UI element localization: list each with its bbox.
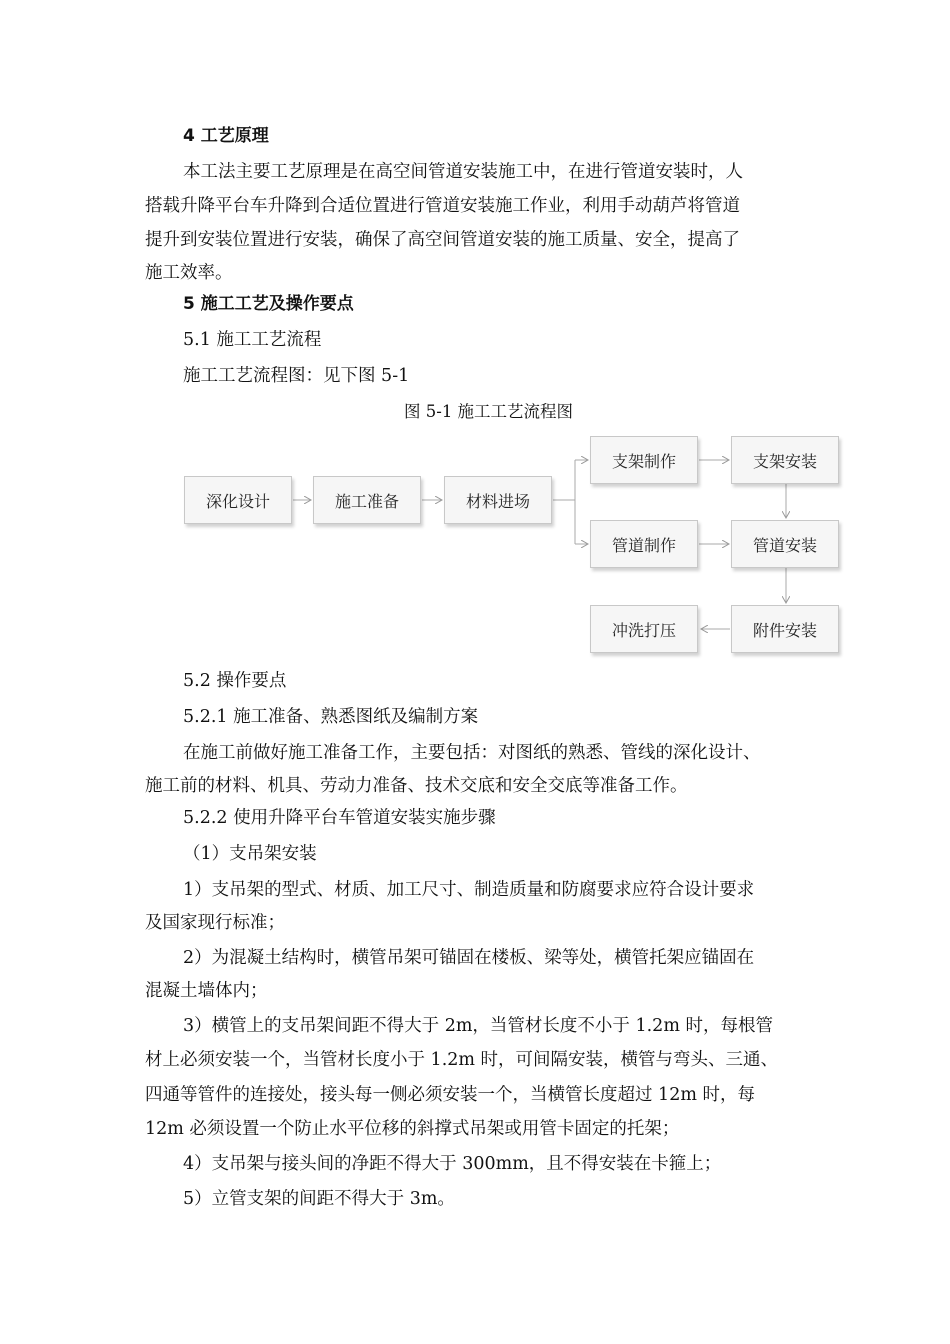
paragraph-line: 3）横管上的支吊架间距不得大于 2m，当管材长度不小于 1.2m 时，每根管 [183,1016,773,1036]
paragraph-line: 及国家现行标准； [145,913,285,933]
paragraph-line: 施工前的材料、机具、劳动力准备、技术交底和安全交底等准备工作。 [145,776,688,796]
subheading-5-1: 5.1 施工工艺流程 [183,330,322,350]
item-title-1: （1）支吊架安装 [183,844,317,864]
paragraph-line: 12m 必须设置一个防止水平位移的斜撑式吊架或用管卡固定的托架； [145,1119,680,1139]
flow-node-fitting-install: 附件安装 [731,605,839,653]
paragraph-line: 四通等管件的连接处，接头每一侧必须安装一个，当横管长度超过 12m 时，每 [145,1085,755,1105]
paragraph-line: 在施工前做好施工准备工作，主要包括：对图纸的熟悉、管线的深化设计、 [183,743,761,763]
paragraph-line: 施工效率。 [145,263,233,283]
section-heading-5: 5 施工工艺及操作要点 [183,294,354,314]
flow-node-materials: 材料进场 [444,476,552,524]
paragraph-line: 1）支吊架的型式、材质、加工尺寸、制造质量和防腐要求应符合设计要求 [183,880,755,900]
subheading-5-2-1: 5.2.1 施工准备、熟悉图纸及编制方案 [183,707,479,727]
paragraph-line: 本工法主要工艺原理是在高空间管道安装施工中，在进行管道安装时，人 [183,162,743,182]
flow-intro: 施工工艺流程图：见下图 5-1 [183,366,410,386]
figure-caption: 图 5-1 施工工艺流程图 [404,402,574,421]
paragraph-line: 5）立管支架的间距不得大于 3m。 [183,1189,455,1209]
flow-node-deep-design: 深化设计 [184,476,292,524]
flow-node-pipe-install: 管道安装 [731,520,839,568]
paragraph-line: 材上必须安装一个，当管材长度小于 1.2m 时，可间隔安装，横管与弯头、三通、 [145,1050,779,1070]
flow-node-preparation: 施工准备 [313,476,421,524]
flow-node-flush-test: 冲洗打压 [590,605,698,653]
flow-node-bracket-install: 支架安装 [731,436,839,484]
section-heading-4: 4 工艺原理 [183,126,269,146]
paragraph-line: 搭载升降平台车升降到合适位置进行管道安装施工作业，利用手动葫芦将管道 [145,196,740,216]
flow-node-bracket-make: 支架制作 [590,436,698,484]
flow-node-pipe-make: 管道制作 [590,520,698,568]
paragraph-line: 4）支吊架与接头间的净距不得大于 300mm，且不得安装在卡箍上； [183,1154,722,1174]
paragraph-line: 混凝土墙体内； [145,981,268,1001]
paragraph-line: 提升到安装位置进行安装，确保了高空间管道安装的施工质量、安全，提高了 [145,230,740,250]
subheading-5-2: 5.2 操作要点 [183,671,287,691]
paragraph-line: 2）为混凝土结构时，横管吊架可锚固在楼板、梁等处，横管托架应锚固在 [183,948,755,968]
subheading-5-2-2: 5.2.2 使用升降平台车管道安装实施步骤 [183,808,496,828]
